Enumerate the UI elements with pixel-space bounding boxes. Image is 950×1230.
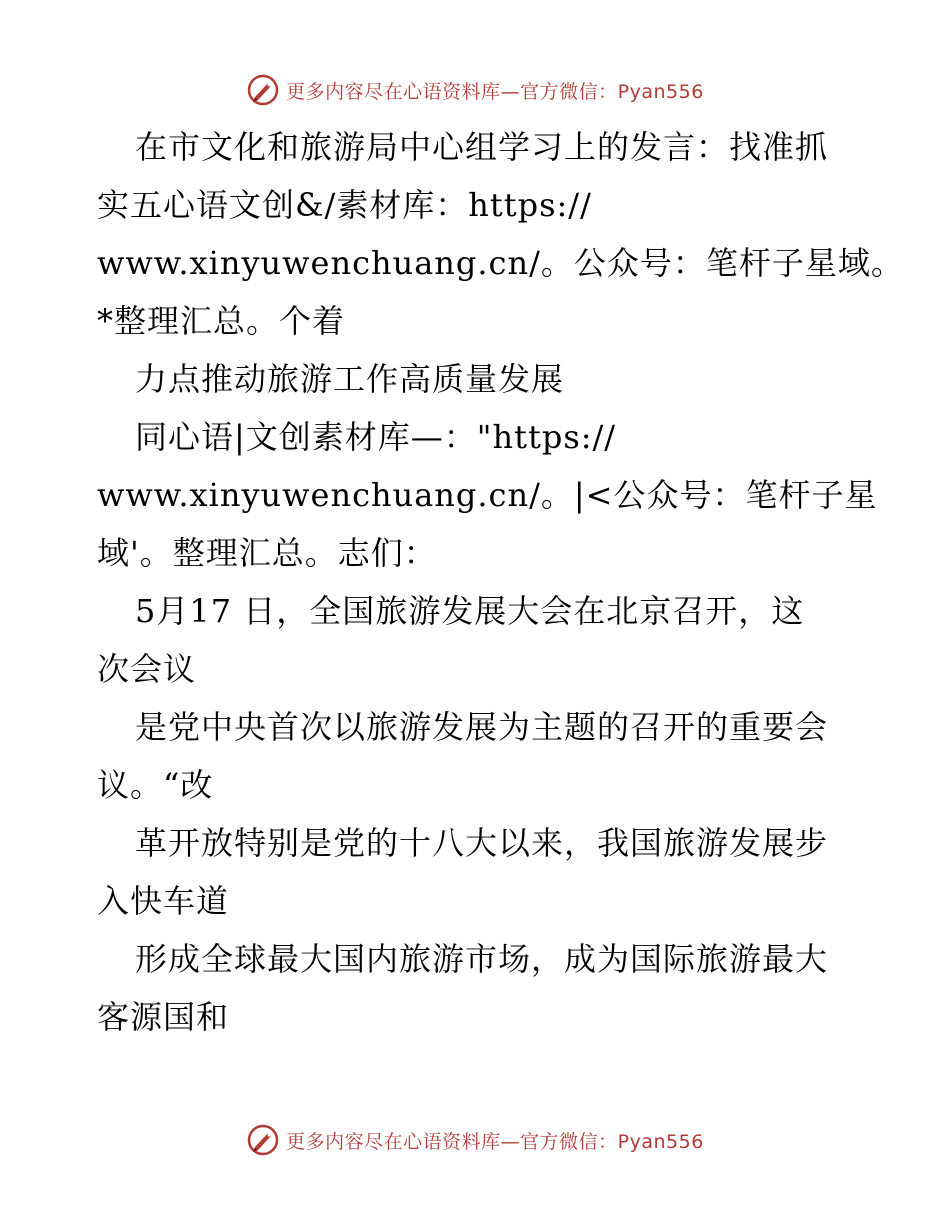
text-line: 议。“改: [97, 766, 214, 804]
header-banner-content: [246, 73, 704, 107]
text-line: 同心语|文创素材库—："https://: [135, 418, 617, 456]
text-line: 是党中央首次以旅游发展为主题的召开的重要会: [135, 708, 829, 746]
text-line: 革开放特别是党的十八大以来，我国旅游发展步: [135, 824, 829, 862]
text-line: 形成全球最大国内旅游市场，成为国际旅游最大: [135, 940, 829, 978]
text-line: 入快车道: [97, 882, 230, 920]
text-line: 在市文化和旅游局中心组学习上的发言：找准抓: [135, 128, 829, 166]
text-line: 力点推动旅游工作高质量发展: [135, 360, 565, 398]
text-line: www.xinyuwenchuang.cn/。公众号：笔杆子星域。: [97, 244, 904, 282]
footer-banner: [0, 1120, 950, 1160]
document-body: [97, 118, 904, 1046]
pen-logo-icon: [246, 73, 280, 107]
text-line: 域'。整理汇总。志们：: [97, 534, 437, 572]
header-banner-text: 更多内容尽在心语资料库—官方微信：Pyan556: [286, 80, 704, 103]
pen-logo-icon: [246, 1123, 280, 1157]
text-line: 实五心语文创&/素材库：https://: [97, 186, 592, 224]
footer-banner-content: [246, 1123, 704, 1157]
text-line: 次会议: [97, 650, 197, 688]
text-line: *整理汇总。个着: [97, 302, 346, 340]
footer-banner-text: 更多内容尽在心语资料库—官方微信：Pyan556: [286, 1130, 704, 1153]
text-line: 客源国和: [97, 998, 230, 1036]
text-line: 5月17 日，全国旅游发展大会在北京召开，这: [135, 592, 805, 630]
header-banner: [0, 70, 950, 110]
text-line: www.xinyuwenchuang.cn/。|<公众号：笔杆子星: [97, 476, 878, 514]
